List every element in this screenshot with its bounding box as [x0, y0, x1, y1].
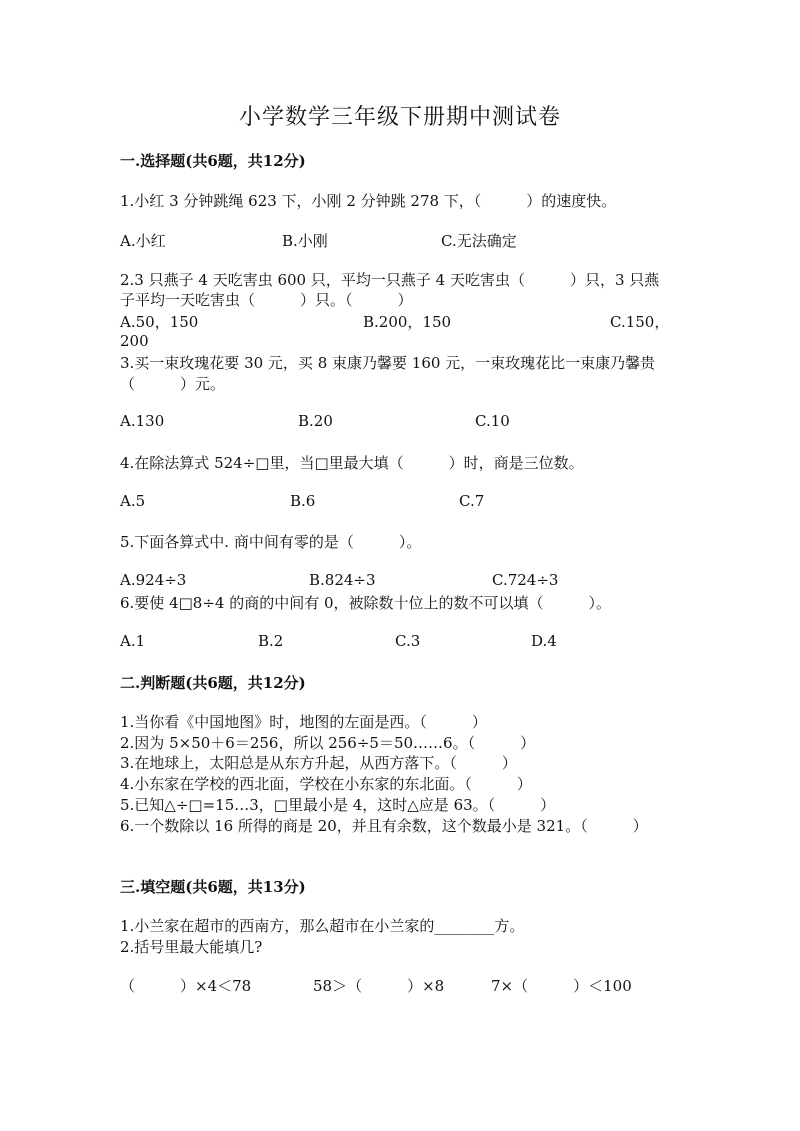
- fill-question: 2.括号里最大能填几?: [120, 938, 263, 956]
- option-c-continued: 200: [120, 332, 149, 350]
- option-a: A.924÷3: [120, 571, 187, 589]
- section-heading-judgement: 二.判断题(共6题，共12分): [120, 674, 306, 692]
- option-a: A.130: [120, 412, 165, 430]
- section-heading-choice: 一.选择题(共6题，共12分): [120, 152, 306, 170]
- option-c: C.7: [459, 492, 485, 510]
- option-a: A.50，150: [120, 313, 199, 331]
- option-b: B.824÷3: [309, 571, 376, 589]
- option-a: A.小红: [120, 232, 166, 250]
- judgement-item: 5.已知△÷□=15…3，□里最小是 4，这时△应是 63。（ ）: [120, 796, 556, 814]
- page-title: 小学数学三年级下册期中测试卷: [238, 105, 561, 130]
- fill-question: 1.小兰家在超市的西南方，那么超市在小兰家的________方。: [120, 917, 525, 935]
- judgement-item: 3.在地球上，太阳总是从东方升起，从西方落下。（ ）: [120, 754, 517, 772]
- option-c: C.724÷3: [492, 571, 559, 589]
- judgement-item: 2.因为 5×50＋6＝256，所以 256÷5＝50……6。（ ）: [120, 734, 536, 752]
- fill-expression: 58＞（ ）×8: [313, 977, 445, 995]
- question-text: 5.下面各算式中. 商中间有零的是（ ）。: [120, 533, 422, 551]
- judgement-item: 6.一个数除以 16 所得的商是 20，并且有余数，这个数最小是 321。（ ）: [120, 817, 648, 835]
- question-text: 6.要使 4□8÷4 的商的中间有 0，被除数十位上的数不可以填（ ）。: [120, 594, 612, 612]
- judgement-item: 4.小东家在学校的西北面，学校在小东家的东北面。（ ）: [120, 775, 532, 793]
- question-text: 3.买一束玫瑰花要 30 元，买 8 束康乃馨要 160 元，一束玫瑰花比一束康乃馨贵: [120, 354, 656, 372]
- option-a: A.5: [120, 492, 146, 510]
- fill-expression: 7×（ ）＜100: [491, 977, 632, 995]
- question-text: 2.3 只燕子 4 天吃害虫 600 只，平均一只燕子 4 天吃害虫（ ）只，3 只燕: [120, 271, 660, 289]
- option-b: B.20: [298, 412, 333, 430]
- option-d: D.4: [531, 632, 557, 650]
- option-c: C.无法确定: [441, 232, 517, 250]
- question-text-continued: （ ）元。: [120, 375, 226, 393]
- question-text: 4.在除法算式 524÷□里，当□里最大填（ ）时，商是三位数。: [120, 454, 584, 472]
- option-a: A.1: [120, 632, 146, 650]
- option-b: B.200，150: [363, 313, 452, 331]
- fill-expression: （ ）×4＜78: [120, 977, 252, 995]
- question-text-continued: 子平均一天吃害虫（ ）只。（ ）: [120, 291, 413, 309]
- judgement-item: 1.当你看《中国地图》时，地图的左面是西。（ ）: [120, 713, 487, 731]
- option-c: C.3: [395, 632, 421, 650]
- option-b: B.小刚: [282, 232, 328, 250]
- section-heading-fill: 三.填空题(共6题，共13分): [120, 878, 306, 896]
- question-text: 1.小红 3 分钟跳绳 623 下，小刚 2 分钟跳 278 下，（ ）的速度快。: [120, 192, 617, 210]
- option-c: C.10: [475, 412, 510, 430]
- option-b: B.6: [290, 492, 316, 510]
- option-b: B.2: [258, 632, 284, 650]
- option-c: C.150，: [610, 313, 670, 331]
